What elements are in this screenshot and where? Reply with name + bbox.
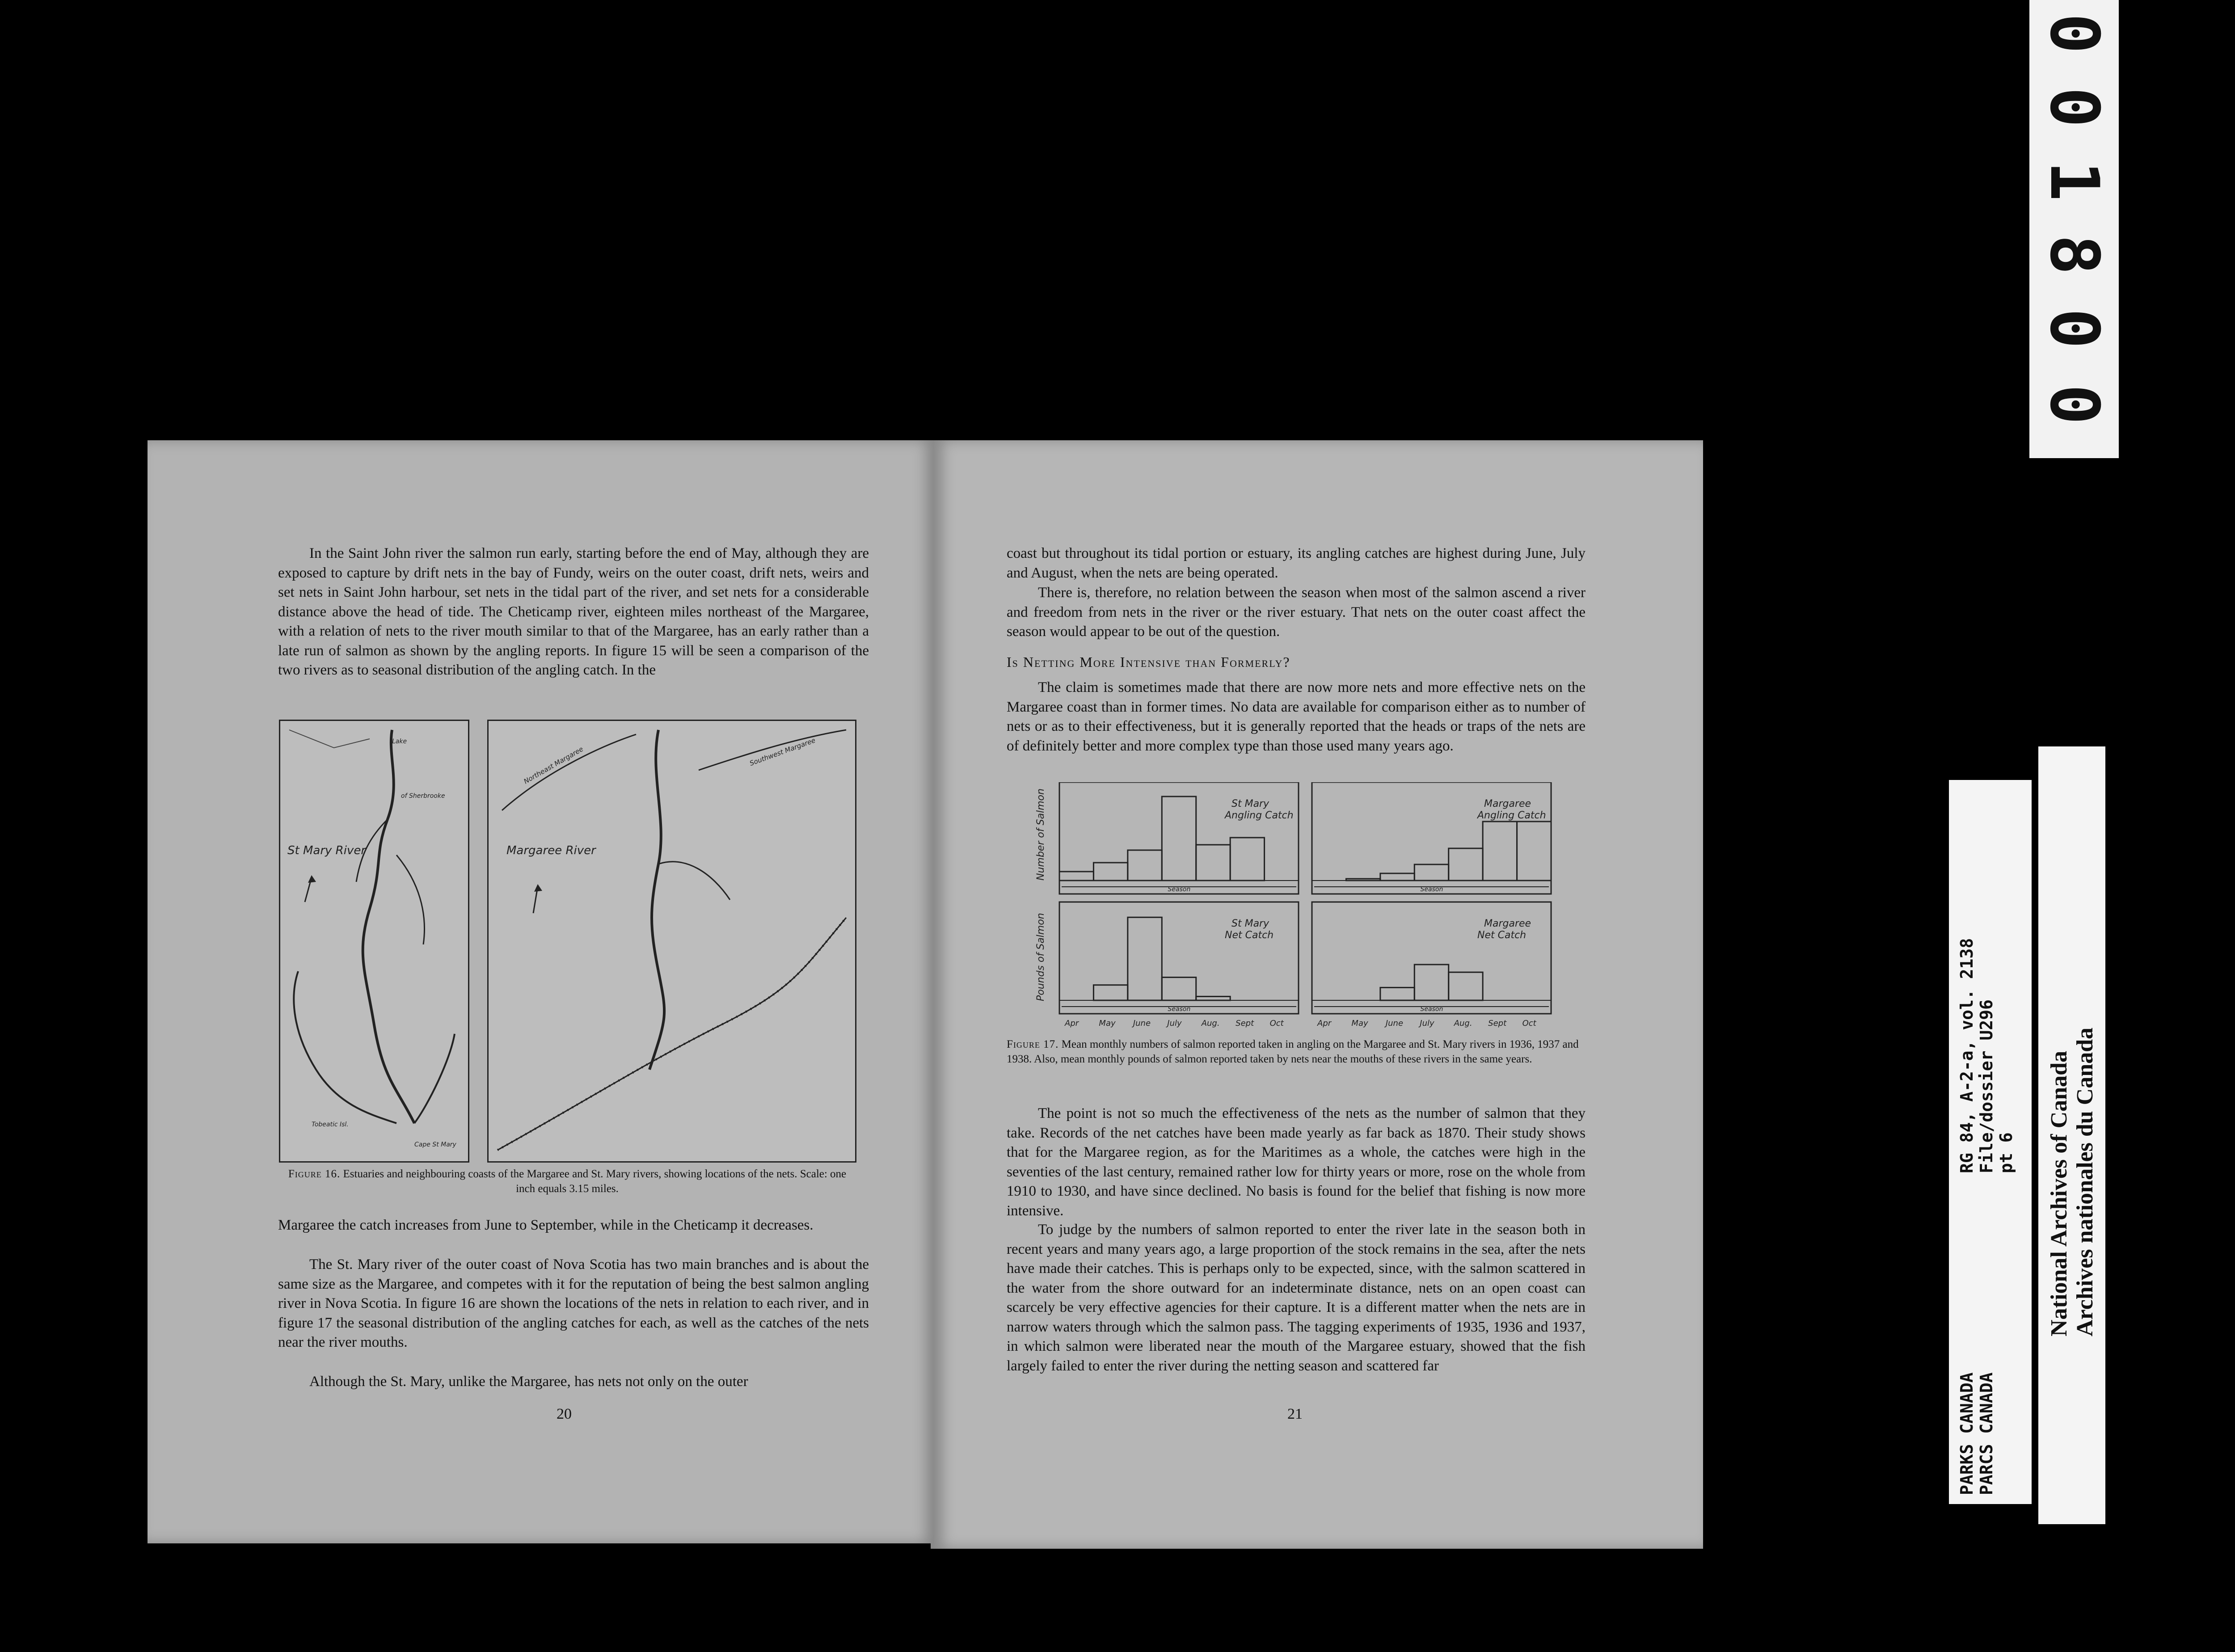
right-paragraph-2: There is, therefore, no relation between the season when most of the salmon ascend a river and freedom from nets in the river or the river estuary. That nets on the outer coast affect the season would appear to be out of the question.	[1007, 585, 1586, 640]
southwest-margaree-label: Southwest Margaree	[748, 736, 817, 767]
chart-bar	[1196, 845, 1230, 881]
frame-digit-2: 0	[2035, 87, 2113, 128]
chart-bar	[1449, 848, 1483, 881]
right-paragraph-4: The point is not so much the effectiveness of the nets as the number of salmon that they take. Records of the net catches have been made yearly as far back as 1870. Their study shows that for the Margaree region, as for the Maritimes as a whole, the catches were high in the seventies of the last century, remained rather low for thirty years or more, rose on the whole from 1910 to 1930, and have since declined. No basis is found for the belief that fishing is now more intensive.	[1007, 1105, 1586, 1219]
archives-english: National Archives of Canada	[2046, 1051, 2072, 1336]
frame-digit-6: 0	[2035, 384, 2113, 425]
chart-bar	[1196, 996, 1230, 1000]
right-paragraph-3: The claim is sometimes made that there are now more nets and more effective nets on the Margaree coast than in former times. No data are available for comparison either as to number of nets or as to their effectiveness, but it is generally reported that the heads or traps of the nets are of definitely better and more complex type than those used many years ago.	[1007, 679, 1586, 754]
margaree-map	[487, 720, 856, 1163]
chart-panel-title: St Mary Angling Catch	[1225, 798, 1294, 821]
frame-digit-3: 1	[2035, 160, 2113, 202]
reference-strip	[1949, 780, 2032, 1504]
chart-bar	[1414, 965, 1448, 1000]
month-tick-label: May	[1351, 1019, 1368, 1028]
figure-17-chart	[1001, 782, 1600, 1032]
month-tick-label: June	[1133, 1019, 1151, 1028]
month-tick-label: Apr	[1317, 1019, 1332, 1028]
chart-bar	[1162, 796, 1196, 881]
archives-french: Archives nationales du Canada	[2072, 1027, 2098, 1336]
season-label: Season	[1168, 1006, 1191, 1013]
chart-bar	[1230, 838, 1264, 881]
margaree-map-drawing	[489, 721, 855, 1161]
season-label: Season	[1168, 886, 1191, 893]
chart-bar	[1517, 822, 1551, 881]
left-page	[148, 440, 934, 1543]
section-heading: Is Netting More Intensive than Formerly?	[1007, 654, 1290, 670]
tobeatic-label: Tobeatic Isl.	[312, 1121, 349, 1128]
month-tick-label: June	[1385, 1019, 1404, 1028]
chart-bar	[1162, 978, 1196, 1000]
month-tick-label: Aug.	[1201, 1019, 1220, 1028]
y-axis-label-bottom: Pounds of Salmon	[1035, 913, 1046, 1001]
figure-16-text: Estuaries and neighbouring coasts of the Margaree and St. Mary rivers, showing locations of the nets. Scale: one inch equals 3.15 miles.	[343, 1168, 847, 1195]
season-label: Season	[1420, 886, 1443, 893]
frame-digit-4: 8	[2035, 234, 2113, 275]
month-tick-label: Aug.	[1454, 1019, 1472, 1028]
parcs-canada-text: PARCS CANADA	[1977, 1372, 1996, 1495]
parks-canada-text: PARKS CANADA	[1957, 1372, 1977, 1495]
page-number-left: 20	[557, 1406, 572, 1422]
y-axis-label-top: Number of Salmon	[1035, 788, 1046, 881]
st-mary-river-label: St Mary River	[287, 844, 366, 857]
figure-16-caption	[279, 1167, 856, 1196]
chart-bar	[1093, 863, 1127, 881]
left-paragraph-1: In the Saint John river the salmon run early, starting before the end of May, although they are exposed to capture by drift nets in the bay of Fundy, weirs on the outer coast, drift nets, weirs and set nets in Saint John harbour, set nets in the tidal part of the river, and set nets for a considerable distance above the head of tide. The Cheticamp river, eighteen miles northeast of the Margaree, with a relation of nets to the river mouth similar to that of the Margaree, has an early rather than a late run of salmon as shown by the angling reports. In figure 15 will be seen a comparison of the two rivers as to seasonal distribution of the angling catch. In the	[278, 545, 869, 678]
chart-panel-title: Margaree Angling Catch	[1477, 798, 1546, 821]
page-number-right: 21	[1287, 1406, 1303, 1422]
sherbrooke-label: of Sherbrooke	[401, 792, 445, 800]
st-mary-map-drawing	[280, 721, 468, 1161]
figure-16-label: Figure 16.	[288, 1168, 341, 1180]
chart-bar	[1093, 985, 1127, 1000]
archives-strip	[2038, 746, 2105, 1524]
margaree-river-label: Margaree River	[506, 844, 596, 857]
left-paragraph-4: Although the St. Mary, unlike the Margaree, has nets not only on the outer	[309, 1374, 748, 1390]
right-paragraph-1: coast but throughout its tidal portion or estuary, its angling catches are highest during June, July and August, when the nets are being operated.	[1007, 545, 1586, 581]
northeast-margaree-label: Northeast Margaree	[522, 745, 585, 786]
archive-ref-line1: RG 84, A-2-a, vol. 2138	[1957, 938, 1977, 1173]
season-label: Season	[1420, 1006, 1443, 1013]
frame-number-strip	[2029, 0, 2119, 458]
chart-bar	[1414, 864, 1448, 881]
figure-17-label: Figure 17.	[1007, 1038, 1059, 1050]
month-tick-label: May	[1099, 1019, 1116, 1028]
chart-panel-title: Margaree Net Catch	[1477, 918, 1531, 941]
left-paragraph-3: The St. Mary river of the outer coast of Nova Scotia has two main branches and is about the same size as the Margaree, and competes with it for the reputation of being the best salmon angling river in Nova Scotia. In figure 16 are shown the locations of the nets in relation to each river, and in figure 17 the seasonal distribution of the angling catches for each, as well as the catches of the nets near the river mouths.	[278, 1256, 869, 1350]
month-tick-label: July	[1167, 1019, 1182, 1028]
figure-17-text: Mean monthly numbers of salmon reported taken in angling on the Margaree and St. Mary rivers in 1936, 1937 and 1938. Also, mean monthly pounds of salmon reported taken by nets near the mouths of these rivers in the same years.	[1007, 1038, 1579, 1065]
archive-ref-line2: File/dossier U296	[1977, 999, 1996, 1173]
month-tick-label: Oct	[1269, 1019, 1284, 1028]
archive-reference-block	[1957, 938, 2016, 1173]
month-tick-label: Sept	[1488, 1019, 1507, 1028]
month-tick-label: July	[1420, 1019, 1434, 1028]
chart-bar	[1483, 822, 1517, 881]
right-page	[934, 440, 1703, 1549]
chart-bar	[1380, 987, 1414, 1000]
left-paragraph-2: Margaree the catch increases from June to September, while in the Cheticamp it decreases.	[278, 1217, 814, 1233]
month-tick-label: Sept	[1236, 1019, 1254, 1028]
archives-text-block	[2046, 1028, 2098, 1336]
month-tick-label: Oct	[1522, 1019, 1536, 1028]
chart-bar	[1128, 917, 1162, 1000]
archive-ref-line3: pt 6	[1996, 1132, 2016, 1173]
frame-digit-5: 0	[2035, 308, 2113, 349]
chart-bar	[1059, 872, 1093, 881]
lake-label: Lake	[392, 738, 407, 745]
st-mary-map	[279, 720, 469, 1163]
right-paragraph-5: To judge by the numbers of salmon reported to enter the river late in the season both in recent years and many years ago, a large proportion of the stock remains in the sea, after the nets have made their catches. This is perhaps only to be expected, since, with the salmon scattered in the water from the shore outward for an indeterminate distance, nets on an open coast can scarcely be very effective agencies for their capture. It is a different matter when the nets are in narrow waters through which the salmon pass. The tagging experiments of 1935, 1936 and 1937, in which salmon were liberated near the mouth of the Margaree estuary, showed that the fish largely failed to enter the river during the netting season and scattered far	[1007, 1222, 1586, 1374]
cape-st-mary-label: Cape St Mary	[414, 1141, 456, 1148]
chart-panel-title: St Mary Net Catch	[1225, 918, 1274, 941]
chart-bar	[1346, 879, 1380, 881]
chart-bar	[1380, 873, 1414, 881]
month-tick-label: Apr	[1065, 1019, 1079, 1028]
frame-digit-1: 0	[2035, 13, 2113, 54]
chart-bar	[1128, 850, 1162, 881]
parks-canada-block	[1957, 1372, 1996, 1495]
chart-bar	[1449, 972, 1483, 1000]
figure-17-caption	[1007, 1037, 1586, 1066]
